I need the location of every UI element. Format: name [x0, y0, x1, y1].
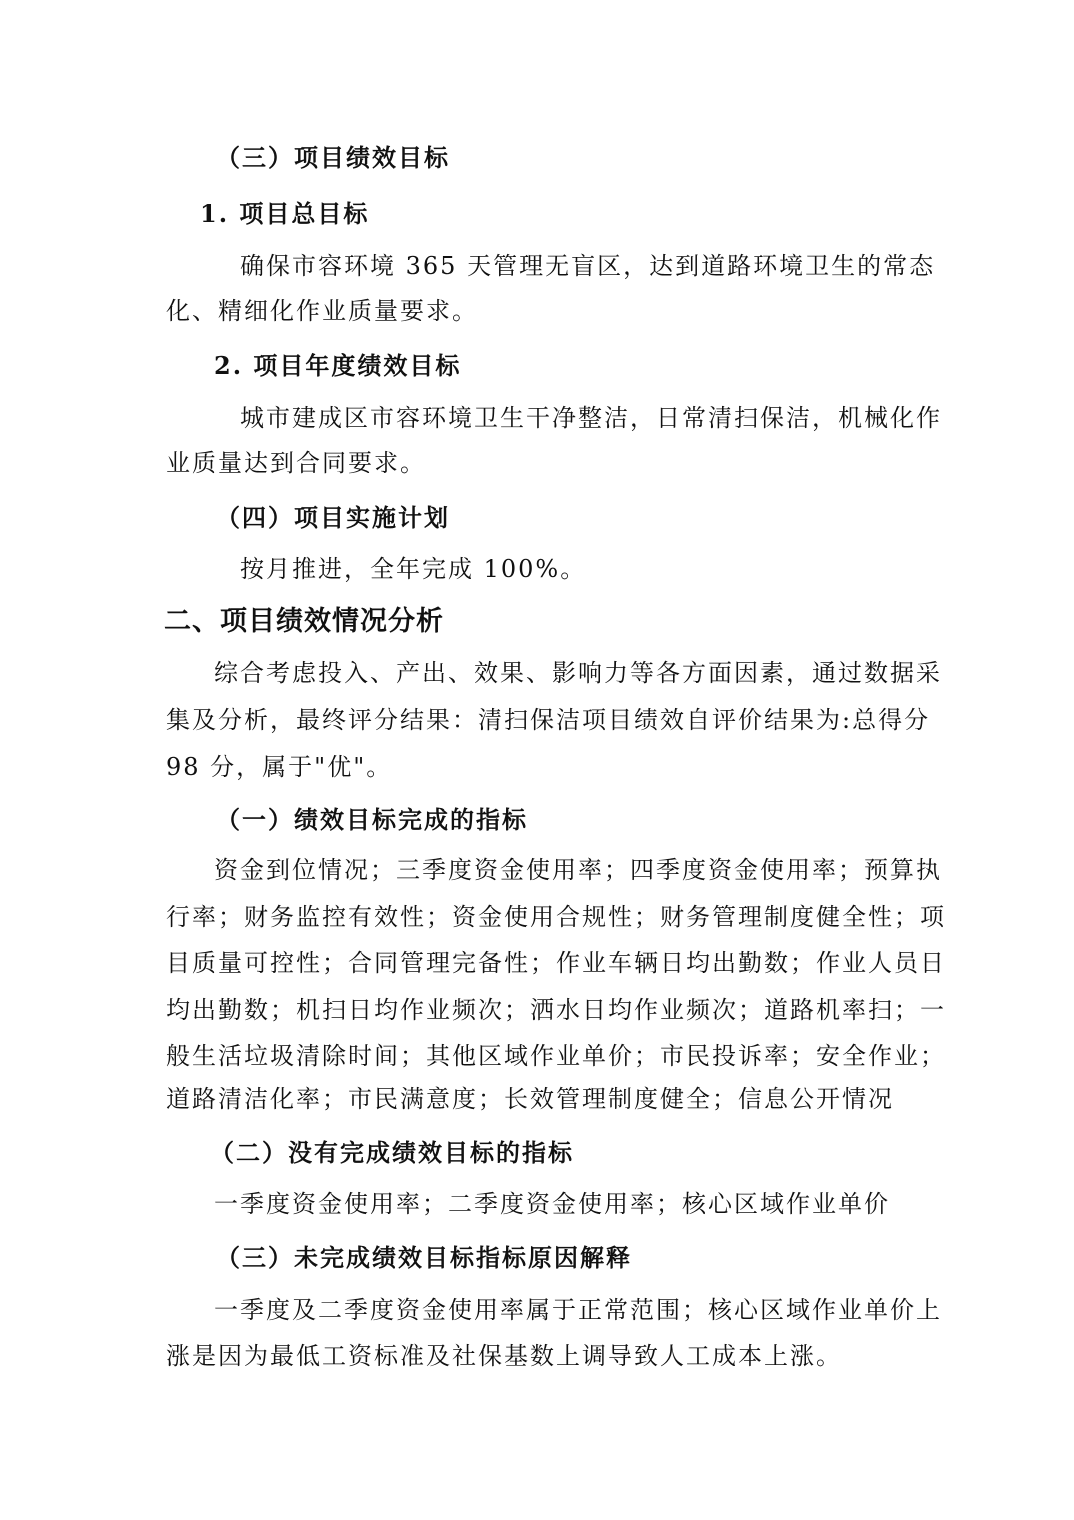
section4-text: 按月推进，全年完成 100%。 — [240, 555, 587, 583]
goal1-text-line2: 化、精细化作业质量要求。 — [166, 297, 478, 325]
sub2-text: 一季度资金使用率；二季度资金使用率；核心区域作业单价 — [214, 1190, 890, 1218]
sub1-text-line6: 道路清洁化率；市民满意度；长效管理制度健全；信息公开情况 — [166, 1085, 894, 1113]
part2-text-line2: 集及分析，最终评分结果：清扫保洁项目绩效自评价结果为:总得分 — [166, 706, 931, 734]
sub1-text-line4: 均出勤数；机扫日均作业频次；洒水日均作业频次；道路机率扫；一 — [166, 996, 946, 1024]
goal2-text-line1: 城市建成区市容环境卫生干净整洁，日常清扫保洁，机械化作 — [240, 404, 942, 432]
part2-heading: 二、项目绩效情况分析 — [164, 606, 444, 637]
sub3-text-line2: 涨是因为最低工资标准及社保基数上调导致人工成本上涨。 — [166, 1342, 842, 1370]
sub2-heading: （二）没有完成绩效目标的指标 — [210, 1138, 574, 1167]
section3-heading: （三）项目绩效目标 — [216, 143, 450, 172]
sub3-heading: （三）未完成绩效目标指标原因解释 — [216, 1243, 632, 1272]
sub3-text-line1: 一季度及二季度资金使用率属于正常范围；核心区域作业单价上 — [214, 1296, 942, 1324]
sub1-text-line5: 般生活垃圾清除时间；其他区域作业单价；市民投诉率；安全作业； — [166, 1042, 946, 1070]
goal2-text-line2: 业质量达到合同要求。 — [166, 449, 426, 477]
part2-text-line3: 98 分，属于"优"。 — [166, 753, 393, 781]
sub1-text-line3: 目质量可控性；合同管理完备性；作业车辆日均出勤数；作业人员日 — [166, 949, 946, 977]
goal1-heading: 1. 项目总目标 — [200, 199, 370, 228]
goal1-text-line1: 确保市容环境 365 天管理无盲区，达到道路环境卫生的常态 — [240, 252, 936, 280]
sub1-text-line2: 行率；财务监控有效性；资金使用合规性；财务管理制度健全性；项 — [166, 903, 946, 931]
part2-text-line1: 综合考虑投入、产出、效果、影响力等各方面因素，通过数据采 — [214, 659, 942, 687]
section4-heading: （四）项目实施计划 — [216, 503, 450, 532]
sub1-heading: （一）绩效目标完成的指标 — [216, 805, 528, 834]
sub1-text-line1: 资金到位情况；三季度资金使用率；四季度资金使用率；预算执 — [214, 856, 942, 884]
goal2-heading: 2. 项目年度绩效目标 — [214, 351, 462, 380]
